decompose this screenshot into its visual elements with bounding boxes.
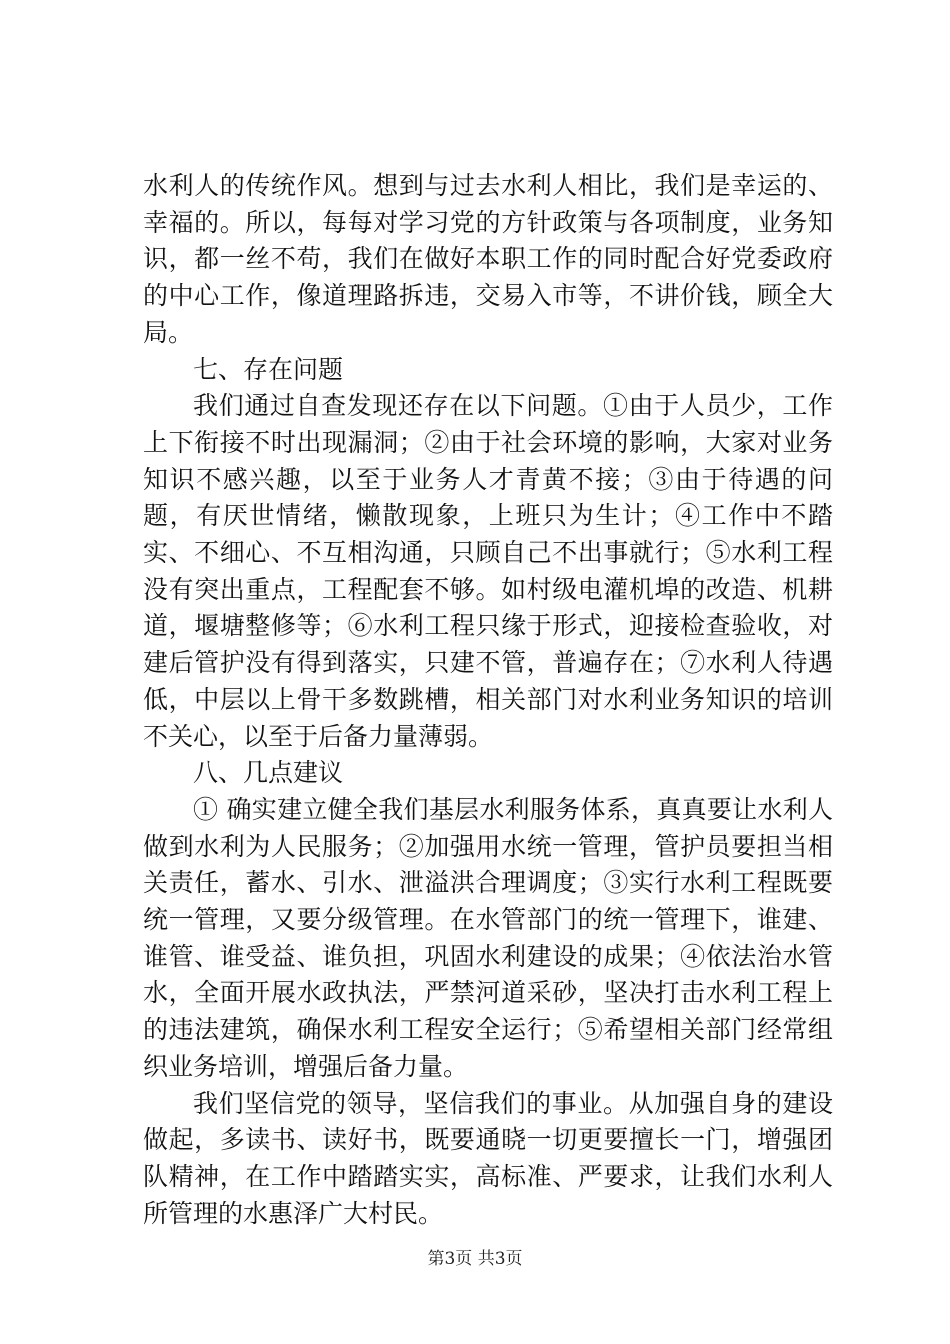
paragraph-problems: 我们通过自查发现还存在以下问题。①由于人员少，工作上下衔接不时出现漏洞；②由于社会环境的影响，大家对业务知识不感兴趣，以至于业务人才青黄不接；③由于待遇的问题，有厌世情绪，懒散现象，上班只为生计；④工作中不踏实、不细心、不互相沟通，只顾自己不出事就行；⑤水利工程没有突出重点，工程配套不够。如村级电灌机埠的改造、机耕道，堰塘整修等；⑥水利工程只缘于形式，迎接检查验收，对建后管护没有得到落实，只建不管，普遍存在；⑦水利人待遇低，中层以上骨干多数跳槽，相关部门对水利业务知识的培训不关心，以至于后备力量薄弱。: [143, 391, 833, 751]
page-number-footer: 第3页 共3页: [427, 1249, 523, 1269]
paragraph-conclusion: 我们坚信党的领导，坚信我们的事业。从加强自身的建设做起，多读书、读好书，既要通晓一切更要擅长一门，增强团队精神，在工作中踏踏实实，高标准、严要求，让我们水利人所管理的水惠泽广大村民。: [143, 1088, 833, 1228]
document-body: [143, 168, 833, 1232]
paragraph-suggestions: ① 确实建立健全我们基层水利服务体系，真真要让水利人做到水利为人民服务；②加强用水统一管理，管护员要担当相关责任，蓄水、引水、泄溢洪合理调度；③实行水利工程既要统一管理，又要分级管理。在水管部门的统一管理下，谁建、谁管、谁受益、谁负担，巩固水利建设的成果；④依法治水管水，全面开展水政执法，严禁河道采砂，坚决打击水利工程上的违法建筑，确保水利工程安全运行；⑤希望相关部门经常组织业务培训，增强后备力量。: [143, 794, 833, 1081]
section-heading-problems: 七、存在问题: [193, 354, 344, 384]
section-heading-suggestions: 八、几点建议: [193, 758, 344, 788]
paragraph-continuation: 水利人的传统作风。想到与过去水利人相比，我们是幸运的、幸福的。所以，每每对学习党的方针政策与各项制度，业务知识，都一丝不苟，我们在做好本职工作的同时配合好党委政府的中心工作，像道理路拆违，交易入市等，不讲价钱，顾全大局。: [143, 171, 833, 347]
